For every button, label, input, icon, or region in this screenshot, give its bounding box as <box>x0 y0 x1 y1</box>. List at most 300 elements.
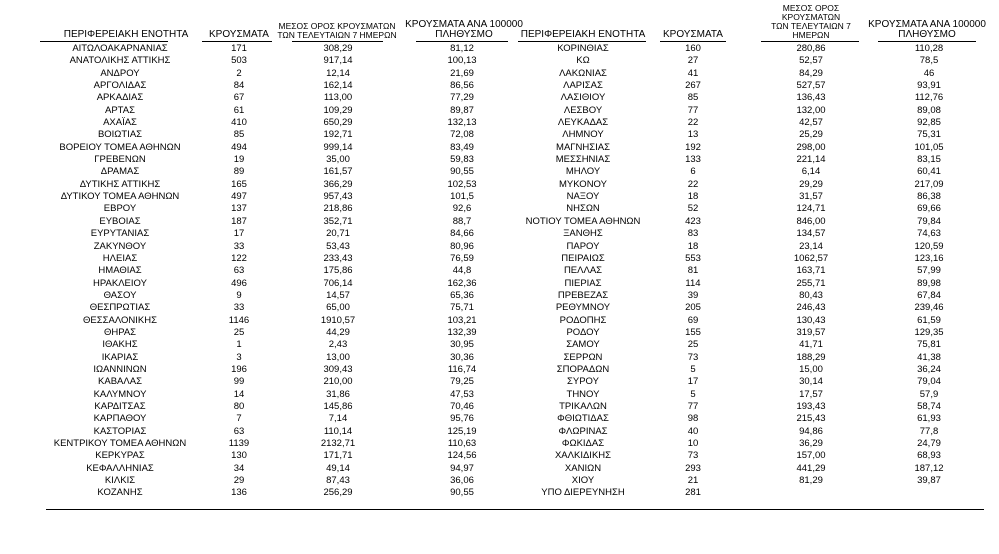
per100k-cell: 75,71 <box>450 302 474 314</box>
per100k-cell: 78,5 <box>919 55 939 67</box>
avg-7day-cell: 193,43 <box>796 400 826 412</box>
per100k-cell: 44,8 <box>452 265 472 277</box>
cases-cell: 18 <box>687 191 699 203</box>
region-name-cell: ΒΟΙΩΤΙΑΣ <box>97 129 143 141</box>
cases-cell: 165 <box>231 178 247 190</box>
avg-7day-cell: 215,43 <box>796 413 826 425</box>
per100k-cell: 61,59 <box>917 314 941 326</box>
cases-cell: 160 <box>685 43 701 54</box>
per100k-cell: 46 <box>923 67 935 79</box>
cases-cell: 85 <box>687 92 699 104</box>
region-name-cell: ΚΑΒΑΛΑΣ <box>98 376 142 388</box>
region-name-cell: ΧΙΟΥ <box>571 475 595 487</box>
region-name-cell: ΘΗΡΑΣ <box>103 326 137 338</box>
cases-cell: 22 <box>687 178 699 190</box>
avg-7day-cell: 319,57 <box>796 326 826 338</box>
cases-cell: 494 <box>231 141 247 153</box>
per100k-cell: 36,06 <box>450 475 474 487</box>
per100k-cell: 58,74 <box>917 400 941 412</box>
region-name-cell: ΕΥΒΟΙΑΣ <box>99 215 141 227</box>
region-name-cell: ΣΑΜΟΥ <box>566 339 600 351</box>
per100k-cell: 110,28 <box>914 43 944 54</box>
cases-cell: 267 <box>685 80 701 92</box>
cases-cell: 21 <box>687 475 699 487</box>
cases-cell: 171 <box>231 43 247 54</box>
avg-7day-cell: 7,14 <box>328 413 348 425</box>
per100k-cell: 187,12 <box>914 462 944 474</box>
cases-cell: 410 <box>231 117 247 129</box>
cases-cell: 2 <box>236 67 242 79</box>
avg-7day-cell: 20,71 <box>326 228 350 240</box>
cases-cell: 155 <box>685 326 701 338</box>
per100k-cell: 124,56 <box>447 450 477 462</box>
cases-cell: 99 <box>233 376 245 388</box>
per100k-cell: 123,16 <box>914 252 944 264</box>
cases-cell: 41 <box>687 67 699 79</box>
cases-cell: 130 <box>231 450 247 462</box>
cases-cell: 80 <box>233 400 245 412</box>
per100k-cell: 116,74 <box>447 363 477 375</box>
per100k-cell: 129,35 <box>914 326 944 338</box>
cases-cell: 114 <box>685 277 701 289</box>
cases-cell: 19 <box>233 154 245 166</box>
cases-cell: 7 <box>236 413 242 425</box>
per100k-cell: 81,12 <box>450 43 474 54</box>
region-name-cell: ΣΠΟΡΑΔΩΝ <box>556 363 610 375</box>
cases-cell: 52 <box>687 203 699 215</box>
avg-7day-cell: 846,00 <box>796 215 826 227</box>
region-name-cell: ΕΥΡΥΤΑΝΙΑΣ <box>90 228 150 240</box>
per100k-cell: 86,38 <box>917 191 941 203</box>
avg-7day-cell: 132,00 <box>796 104 826 116</box>
cases-cell: 496 <box>231 277 247 289</box>
per100k-cell: 83,49 <box>450 141 474 153</box>
region-name-cell: ΔΥΤΙΚΗΣ ΑΤΤΙΚΗΣ <box>79 178 161 190</box>
region-name-cell: ΚΩ <box>576 55 590 67</box>
per100k-cell: 102,53 <box>447 178 477 190</box>
cases-cell: 25 <box>687 339 699 351</box>
avg-7day-cell: 706,14 <box>323 277 353 289</box>
cases-cell: 1146 <box>228 314 250 326</box>
avg-7day-cell: 65,00 <box>326 302 350 314</box>
region-name-cell: ΗΡΑΚΛΕΙΟΥ <box>93 277 147 289</box>
region-name-cell: ΧΑΛΚΙΔΙΚΗΣ <box>554 450 612 462</box>
avg-7day-cell: 31,57 <box>799 191 823 203</box>
per100k-header: ΚΡΟΥΣΜΑΤΑ ΑΝΑ 100000 ΠΛΗΘΥΣΜΟ <box>868 19 986 40</box>
region-name-cell: ΥΠΟ ΔΙΕΡΕΥΝΗΣΗ <box>541 487 625 499</box>
per100k-cell: 120,59 <box>914 240 944 252</box>
per100k-cell: 75,31 <box>917 129 941 141</box>
avg-7day-cell: 31,86 <box>326 388 350 400</box>
avg-7day-cell: 12,14 <box>326 67 350 79</box>
avg-7day-cell: 527,57 <box>796 80 826 92</box>
avg-7day-cell: 917,14 <box>323 55 353 67</box>
cases-cell: 423 <box>685 215 701 227</box>
per100k-cell: 76,59 <box>450 252 474 264</box>
avg-7day-cell: 41,71 <box>799 339 823 351</box>
per100k-cell: 101,5 <box>450 191 474 203</box>
cases-cell: 553 <box>685 252 701 264</box>
avg-7day-cell: 81,29 <box>799 475 823 487</box>
avg-7day-cell: 113,00 <box>323 92 353 104</box>
avg-7day-cell: 957,43 <box>323 191 353 203</box>
cases-cell: 63 <box>233 265 245 277</box>
avg-7day-cell: 309,43 <box>323 363 353 375</box>
per100k-cell: 30,36 <box>450 351 474 363</box>
avg-7day-cell: 218,86 <box>323 203 353 215</box>
region-name-cell: ΗΛΕΙΑΣ <box>102 252 138 264</box>
region-name-cell: ΘΑΣΟΥ <box>103 289 137 301</box>
avg-7day-cell: 157,00 <box>796 450 826 462</box>
avg-7day-cell: 999,14 <box>323 141 353 153</box>
region-name-cell: ΝΗΣΩΝ <box>566 203 600 215</box>
cases-cell: 69 <box>687 314 699 326</box>
avg-7day-cell: 29,29 <box>799 178 823 190</box>
avg-7day-cell: 13,00 <box>326 351 350 363</box>
region-name-cell: ΝΟΤΙΟΥ ΤΟΜΕΑ ΑΘΗΝΩΝ <box>525 215 641 227</box>
per100k-cell: 79,04 <box>917 376 941 388</box>
region-name-cell: ΦΩΚΙΔΑΣ <box>561 438 605 449</box>
avg-7day-cell: 161,57 <box>323 166 353 178</box>
avg-7day-cell: 366,29 <box>323 178 353 190</box>
avg-7day-cell: 162,14 <box>323 80 353 92</box>
avg-7day-cell: 25,29 <box>799 129 823 141</box>
cases-cell: 122 <box>231 252 247 264</box>
header-underline <box>40 41 168 42</box>
avg-7day-cell: 136,43 <box>796 92 826 104</box>
per100k-cell: 47,53 <box>450 388 474 400</box>
avg-7day-cell: 308,29 <box>323 43 353 54</box>
per100k-cell: 239,46 <box>914 302 944 314</box>
per100k-cell: 103,21 <box>447 314 477 326</box>
avg-7day-cell: 210,00 <box>323 376 353 388</box>
bottom-rule <box>46 509 984 510</box>
region-name-cell: ΓΡΕΒΕΝΩΝ <box>94 154 146 166</box>
cases-cell: 14 <box>233 388 245 400</box>
region-name-cell: ΑΝΑΤΟΛΙΚΗΣ ΑΤΤΙΚΗΣ <box>69 55 171 67</box>
cases-cell: 17 <box>687 376 699 388</box>
avg-7day-cell: 124,71 <box>796 203 826 215</box>
region-name-cell: ΑΡΓΟΛΙΔΑΣ <box>93 80 147 92</box>
cases-cell: 34 <box>233 462 245 474</box>
region-name-cell: ΠΑΡΟΥ <box>566 240 600 252</box>
per100k-cell: 92,85 <box>917 117 941 129</box>
per100k-cell: 75,81 <box>917 339 941 351</box>
cases-cell: 503 <box>231 55 247 67</box>
region-name-cell: ΚΑΡΠΑΘΟΥ <box>93 413 147 425</box>
per100k-cell: 21,69 <box>450 67 474 79</box>
per100k-cell: 68,93 <box>917 450 941 462</box>
cases-header: ΚΡΟΥΣΜΑΤΑ <box>663 29 723 40</box>
cases-cell: 192 <box>685 141 701 153</box>
per100k-cell: 67,84 <box>917 289 941 301</box>
cases-cell: 5 <box>690 388 696 400</box>
per100k-cell: 162,36 <box>447 277 477 289</box>
cases-cell: 40 <box>687 425 699 437</box>
cases-cell: 73 <box>687 351 699 363</box>
region-name-cell: ΡΟΔΟΠΗΣ <box>559 314 607 326</box>
header-underline <box>761 41 859 42</box>
region-name-cell: ΘΕΣΠΡΩΤΙΑΣ <box>89 302 151 314</box>
cases-cell: 67 <box>233 92 245 104</box>
cases-cell: 6 <box>690 166 696 178</box>
cases-cell: 281 <box>685 487 701 499</box>
avg-7day-cell: 441,29 <box>796 462 826 474</box>
cases-cell: 1139 <box>228 438 250 449</box>
per100k-cell: 41,38 <box>917 351 941 363</box>
avg-7day-cell: 6,14 <box>801 166 821 178</box>
avg-7day-cell: 44,29 <box>326 326 350 338</box>
region-name-cell: ΑΝΔΡΟΥ <box>100 67 140 79</box>
avg-7day-cell: 221,14 <box>796 154 826 166</box>
region-name-cell: ΔΡΑΜΑΣ <box>100 166 140 178</box>
per100k-cell: 101,05 <box>914 141 944 153</box>
cases-cell: 13 <box>687 129 699 141</box>
region-name-cell: ΚΑΣΤΟΡΙΑΣ <box>93 425 147 437</box>
cases-cell: 33 <box>233 302 245 314</box>
region-name-cell: ΜΗΛΟΥ <box>565 166 601 178</box>
cases-cell: 22 <box>687 117 699 129</box>
cases-cell: 136 <box>231 487 247 499</box>
avg-7day-cell: 15,00 <box>799 363 823 375</box>
cases-cell: 84 <box>233 80 245 92</box>
per100k-cell: 72,08 <box>450 129 474 141</box>
per100k-cell: 100,13 <box>447 55 477 67</box>
per100k-cell: 90,55 <box>450 166 474 178</box>
avg-7day-cell: 246,43 <box>796 302 826 314</box>
avg-7day-cell: 84,29 <box>799 67 823 79</box>
region-name-cell: ΗΜΑΘΙΑΣ <box>98 265 142 277</box>
region-name-cell: ΑΧΑΪΑΣ <box>103 117 137 129</box>
region-name-cell: ΙΩΑΝΝΙΝΩΝ <box>93 363 147 375</box>
cases-cell: 89 <box>233 166 245 178</box>
per100k-cell: 57,99 <box>917 265 941 277</box>
avg-7day-cell: 280,86 <box>796 43 826 54</box>
region-name-cell: ΛΑΡΙΣΑΣ <box>563 80 603 92</box>
per100k-cell: 89,08 <box>917 104 941 116</box>
cases-cell: 81 <box>687 265 699 277</box>
cases-cell: 137 <box>231 203 247 215</box>
header-underline <box>292 41 383 42</box>
per100k-header: ΚΡΟΥΣΜΑΤΑ ΑΝΑ 100000 ΠΛΗΘΥΣΜΟ <box>405 19 523 40</box>
per100k-cell: 79,25 <box>450 376 474 388</box>
avg-7day-cell: 130,43 <box>796 314 826 326</box>
region-name-cell: ΜΥΚΟΝΟΥ <box>559 178 607 190</box>
region-name-cell: ΜΕΣΣΗΝΙΑΣ <box>555 154 611 166</box>
cases-cell: 98 <box>687 413 699 425</box>
cases-cell: 85 <box>233 129 245 141</box>
region-name-cell: ΡΟΔΟΥ <box>566 326 600 338</box>
cases-cell: 187 <box>231 215 247 227</box>
per100k-cell: 36,24 <box>917 363 941 375</box>
cases-cell: 61 <box>233 104 245 116</box>
cases-cell: 25 <box>233 326 245 338</box>
per100k-cell: 65,36 <box>450 289 474 301</box>
avg-7day-cell: 352,71 <box>323 215 353 227</box>
region-name-cell: ΚΕΝΤΡΙΚΟΥ ΤΟΜΕΑ ΑΘΗΝΩΝ <box>53 438 187 449</box>
cases-cell: 5 <box>690 363 696 375</box>
region-name-cell: ΑΡΤΑΣ <box>105 104 135 116</box>
cases-cell: 205 <box>685 302 701 314</box>
avg-7day-cell: 2132,71 <box>320 438 356 449</box>
region-name-cell: ΤΗΝΟΥ <box>566 388 600 400</box>
avg-7day-cell: 298,00 <box>796 141 826 153</box>
avg-7day-cell: 110,14 <box>323 425 353 437</box>
avg-7day-cell: 87,43 <box>326 475 350 487</box>
region-name-cell: ΙΚΑΡΙΑΣ <box>101 351 139 363</box>
cases-cell: 83 <box>687 228 699 240</box>
cases-cell: 18 <box>687 240 699 252</box>
region-name-cell: ΤΡΙΚΑΛΩΝ <box>559 400 607 412</box>
per100k-cell: 92,6 <box>452 203 472 215</box>
region-name-cell: ΕΒΡΟΥ <box>103 203 137 215</box>
cases-cell: 17 <box>233 228 245 240</box>
avg-7day-cell: 23,14 <box>799 240 823 252</box>
avg-7day-cell: 171,71 <box>323 450 353 462</box>
per100k-cell: 24,79 <box>917 438 941 449</box>
avg-header: ΜΕΣΟΣ ΟΡΟΣ ΚΡΟΥΣΜΑΤΩΝ ΤΩΝ ΤΕΛΕΥΤΑΙΩΝ 7 ΗΜΕΡΩΝ <box>771 3 851 40</box>
cases-cell: 10 <box>687 438 699 449</box>
cases-cell: 39 <box>687 289 699 301</box>
region-name-cell: ΑΙΤΩΛΟΑΚΑΡΝΑΝΙΑΣ <box>72 43 168 54</box>
avg-7day-cell: 14,57 <box>326 289 350 301</box>
region-name-cell: ΚΟΡΙΝΘΙΑΣ <box>557 43 609 54</box>
avg-7day-cell: 188,29 <box>796 351 826 363</box>
cases-cell: 63 <box>233 425 245 437</box>
per100k-cell: 217,09 <box>914 178 944 190</box>
region-name-cell: ΘΕΣΣΑΛΟΝΙΚΗΣ <box>83 314 157 326</box>
avg-7day-cell: 233,43 <box>323 252 353 264</box>
cases-cell: 497 <box>231 191 247 203</box>
region-name-cell: ΧΑΝΙΩΝ <box>564 462 602 474</box>
region-name-cell: ΝΑΞΟΥ <box>566 191 600 203</box>
per100k-cell: 60,41 <box>917 166 941 178</box>
per100k-cell: 110,63 <box>447 438 477 449</box>
cases-cell: 133 <box>685 154 701 166</box>
per100k-cell: 132,13 <box>447 117 477 129</box>
per100k-cell: 69,66 <box>917 203 941 215</box>
per100k-cell: 89,98 <box>917 277 941 289</box>
header-underline <box>660 41 726 42</box>
region-name-cell: ΠΕΙΡΑΙΩΣ <box>561 252 605 264</box>
region-name-cell: ΔΥΤΙΚΟΥ ΤΟΜΕΑ ΑΘΗΝΩΝ <box>60 191 180 203</box>
per100k-cell: 125,19 <box>447 425 477 437</box>
avg-7day-cell: 2,43 <box>328 339 348 351</box>
per100k-cell: 77,8 <box>919 425 939 437</box>
header-underline <box>518 41 646 42</box>
cases-cell: 196 <box>231 363 247 375</box>
region-name-cell: ΚΑΡΔΙΤΣΑΣ <box>94 400 146 412</box>
region-name-cell: ΛΗΜΝΟΥ <box>562 129 604 141</box>
per100k-cell: 57,9 <box>919 388 939 400</box>
region-name-cell: ΦΛΩΡΙΝΑΣ <box>558 425 608 437</box>
cases-cell: 1 <box>236 339 242 351</box>
avg-7day-cell: 35,00 <box>326 154 350 166</box>
cases-cell: 27 <box>687 55 699 67</box>
region-name-cell: ΛΑΣΙΘΙΟΥ <box>560 92 606 104</box>
region-name-cell: ΦΘΙΩΤΙΔΑΣ <box>557 413 609 425</box>
per100k-cell: 94,97 <box>450 462 474 474</box>
avg-7day-cell: 94,86 <box>799 425 823 437</box>
header-underline <box>878 41 976 42</box>
region-name-cell: ΛΕΥΚΑΔΑΣ <box>557 117 609 129</box>
cases-cell: 77 <box>687 104 699 116</box>
cases-cell: 9 <box>236 289 242 301</box>
per100k-cell: 79,84 <box>917 215 941 227</box>
region-name-cell: ΚΕΡΚΥΡΑΣ <box>95 450 145 462</box>
region-name-cell: ΒΟΡΕΙΟΥ ΤΟΜΕΑ ΑΘΗΝΩΝ <box>59 141 181 153</box>
per100k-cell: 39,87 <box>917 475 941 487</box>
per100k-cell: 88,7 <box>452 215 472 227</box>
region-name-cell: ΚΑΛΥΜΝΟΥ <box>93 388 147 400</box>
region-name-cell: ΣΥΡΟΥ <box>567 376 599 388</box>
avg-7day-cell: 256,29 <box>323 487 353 499</box>
per100k-cell: 89,87 <box>450 104 474 116</box>
region-name-cell: ΖΑΚΥΝΘΟΥ <box>93 240 147 252</box>
avg-7day-cell: 192,71 <box>323 129 353 141</box>
region-name-cell: ΠΕΛΛΑΣ <box>563 265 603 277</box>
avg-7day-cell: 1910,57 <box>320 314 356 326</box>
avg-7day-cell: 145,86 <box>323 400 353 412</box>
cases-cell: 3 <box>236 351 242 363</box>
region-name-cell: ΜΑΓΝΗΣΙΑΣ <box>556 141 610 153</box>
avg-header: ΜΕΣΟΣ ΟΡΟΣ ΚΡΟΥΣΜΑΤΩΝ ΤΩΝ ΤΕΛΕΥΤΑΙΩΝ 7 ΗΜΕΡΩΝ <box>277 21 397 40</box>
avg-7day-cell: 52,57 <box>799 55 823 67</box>
region-name-cell: ΚΟΖΑΝΗΣ <box>97 487 143 499</box>
avg-7day-cell: 650,29 <box>323 117 353 129</box>
avg-7day-cell: 109,29 <box>323 104 353 116</box>
per100k-cell: 30,95 <box>450 339 474 351</box>
per100k-cell: 112,76 <box>914 92 944 104</box>
per100k-cell: 80,96 <box>450 240 474 252</box>
per100k-cell: 132,39 <box>447 326 477 338</box>
avg-7day-cell: 175,86 <box>323 265 353 277</box>
cases-header: ΚΡΟΥΣΜΑΤΑ <box>209 29 269 40</box>
per100k-cell: 59,83 <box>450 154 474 166</box>
cases-cell: 77 <box>687 400 699 412</box>
avg-7day-cell: 1062,57 <box>793 252 829 264</box>
region-name-cell: ΚΕΦΑΛΛΗΝΙΑΣ <box>86 462 154 474</box>
region-name-cell: ΠΡΕΒΕΖΑΣ <box>557 289 609 301</box>
region-name-cell: ΚΙΛΚΙΣ <box>104 475 136 487</box>
header-underline <box>202 41 272 42</box>
cases-cell: 73 <box>687 450 699 462</box>
region-name-cell: ΠΙΕΡΙΑΣ <box>564 277 602 289</box>
avg-7day-cell: 53,43 <box>326 240 350 252</box>
region-name-cell: ΙΘΑΚΗΣ <box>102 339 138 351</box>
region-name-cell: ΣΕΡΡΩΝ <box>563 351 603 363</box>
per100k-cell: 90,55 <box>450 487 474 499</box>
region-name-cell: ΞΑΝΘΗΣ <box>563 228 603 240</box>
avg-7day-cell: 163,71 <box>796 265 826 277</box>
per100k-cell: 83,15 <box>917 154 941 166</box>
avg-7day-cell: 134,57 <box>796 228 826 240</box>
avg-7day-cell: 80,43 <box>799 289 823 301</box>
region-name-cell: ΡΕΘΥΜΝΟΥ <box>555 302 611 314</box>
cases-cell: 29 <box>233 475 245 487</box>
avg-7day-cell: 17,57 <box>799 388 823 400</box>
avg-7day-cell: 49,14 <box>326 462 350 474</box>
per100k-cell: 84,66 <box>450 228 474 240</box>
region-name-cell: ΑΡΚΑΔΙΑΣ <box>96 92 144 104</box>
cases-cell: 33 <box>233 240 245 252</box>
avg-7day-cell: 36,29 <box>799 438 823 449</box>
region-header: ΠΕΡΙΦΕΡΕΙΑΚΗ ΕΝΟΤΗΤΑ <box>63 29 189 40</box>
per100k-cell: 74,63 <box>917 228 941 240</box>
avg-7day-cell: 255,71 <box>796 277 826 289</box>
header-underline <box>416 41 508 42</box>
region-name-cell: ΛΑΚΩΝΙΑΣ <box>559 67 607 79</box>
